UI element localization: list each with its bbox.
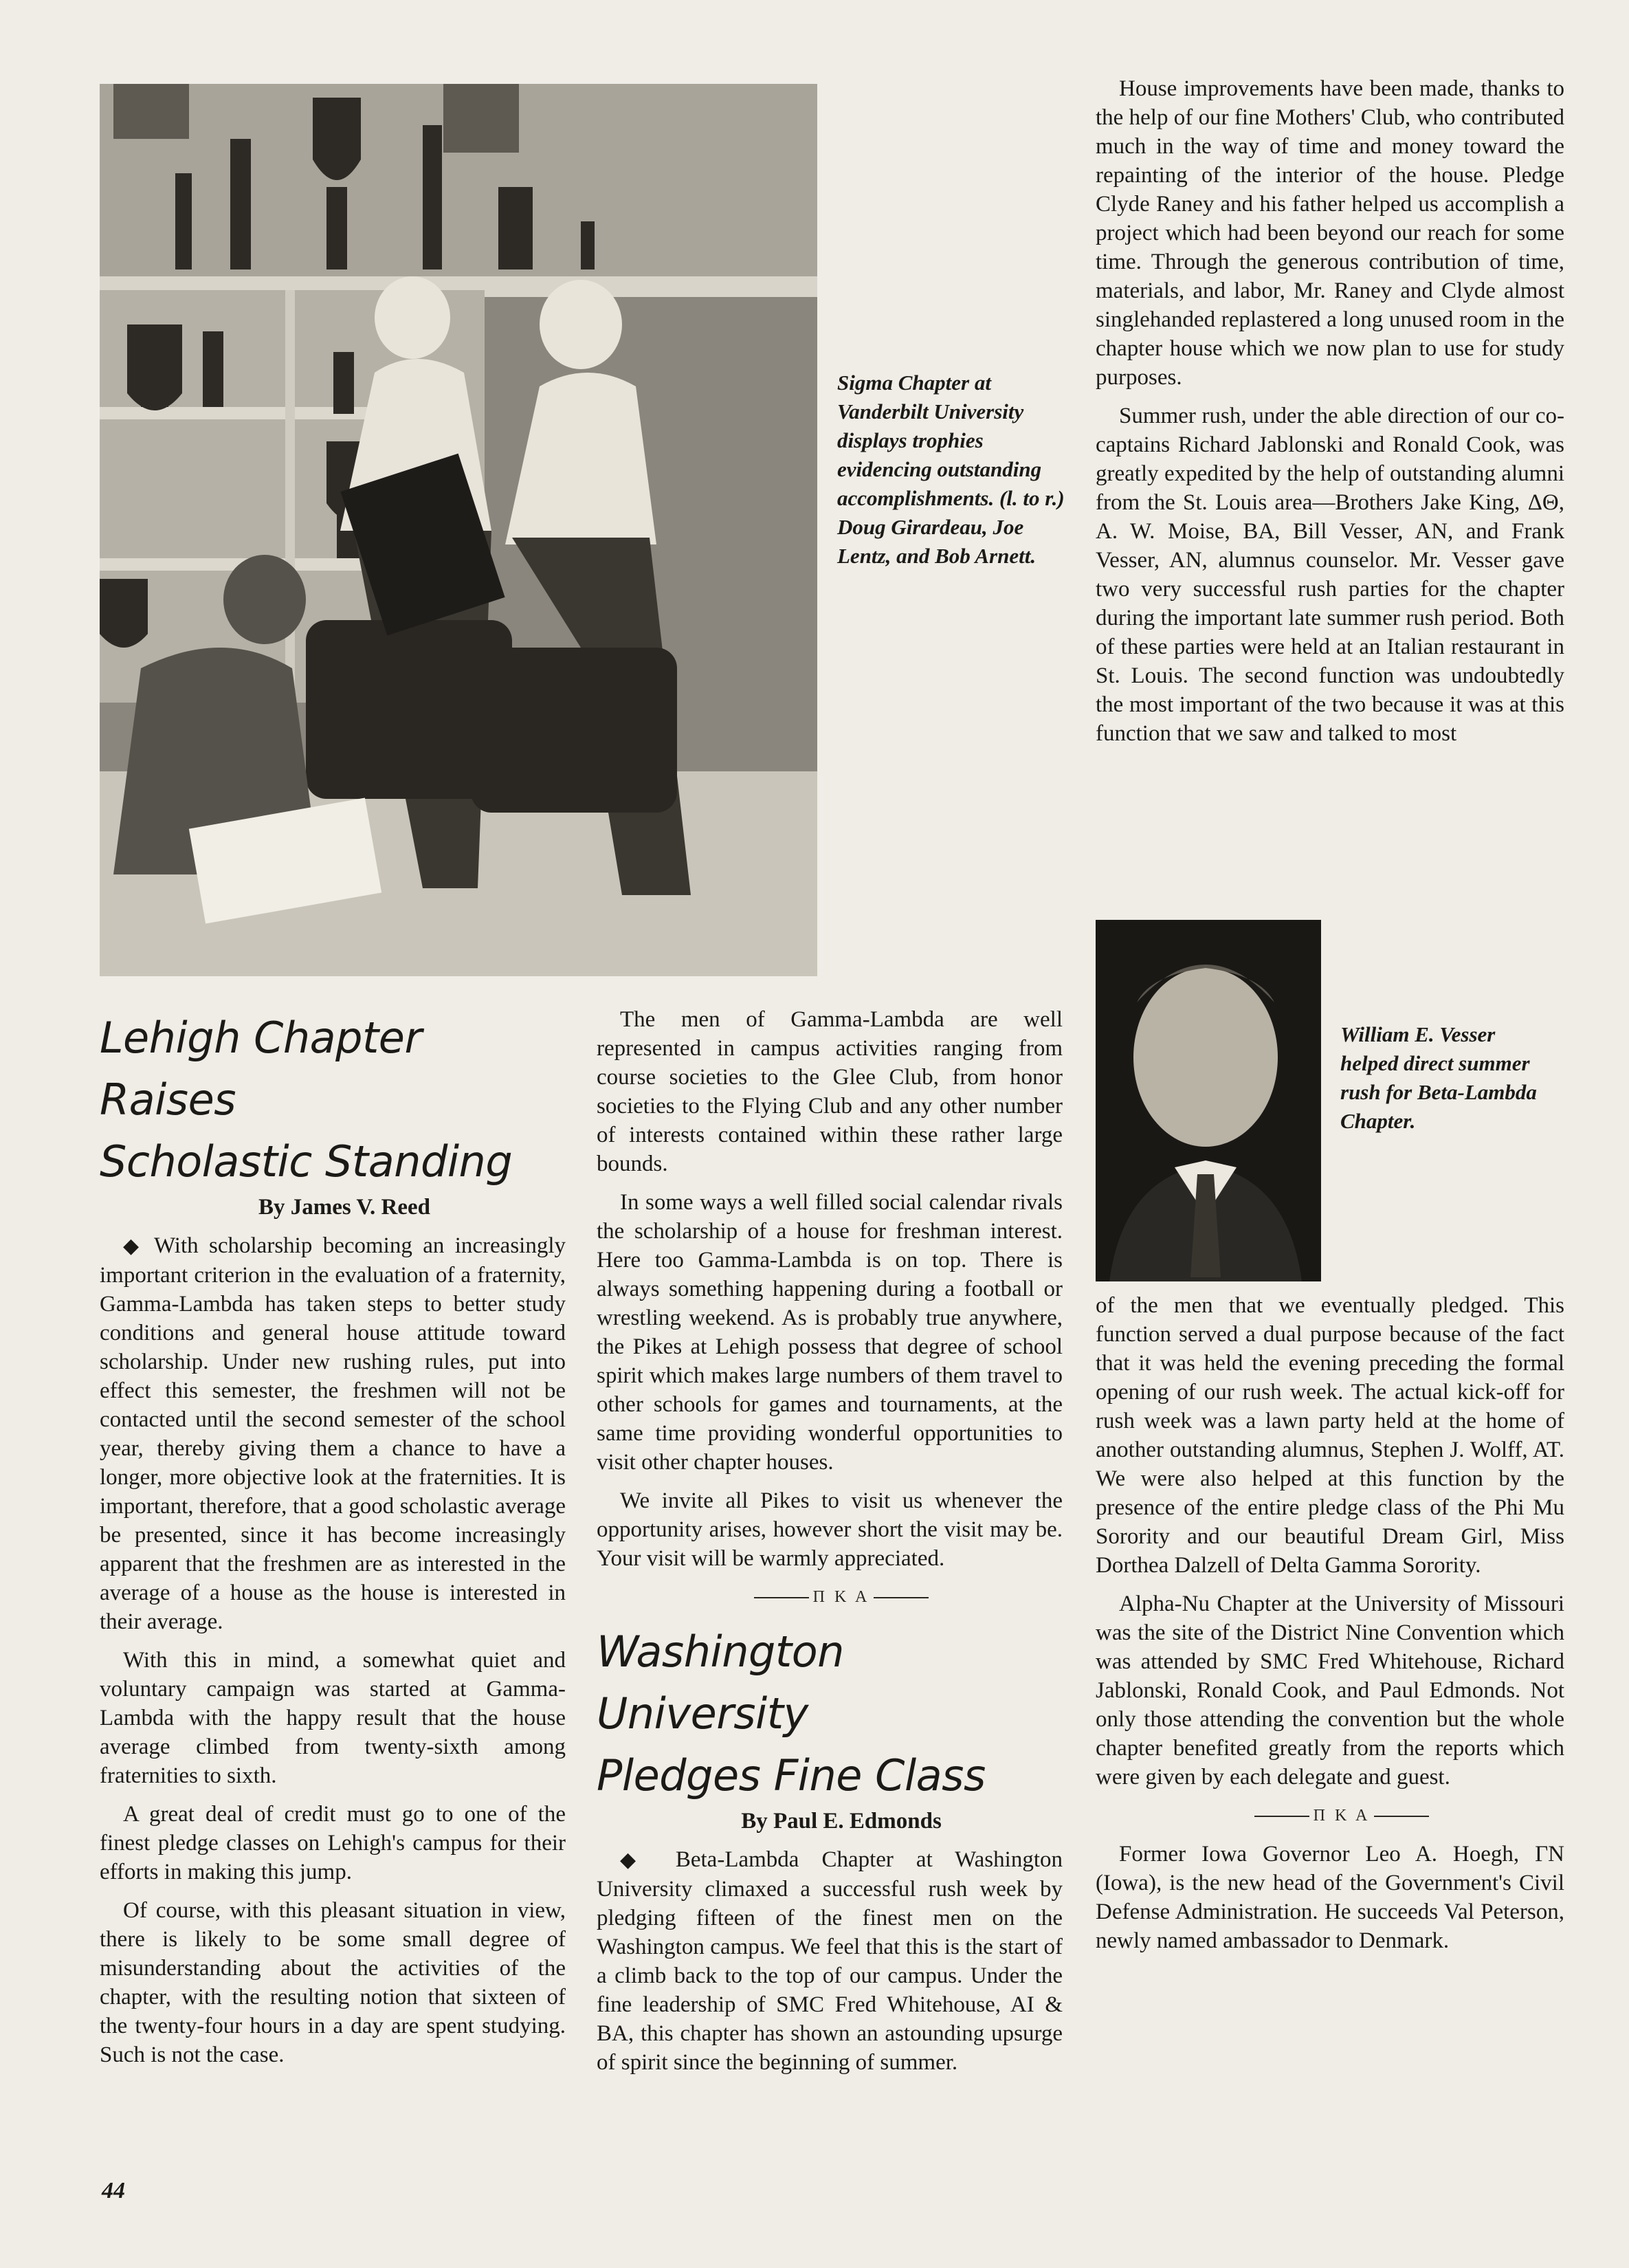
washington-paragraph-2: House improvements have been made, thanks to the help of our fine Mothers' Club, who contributed much in the way of time and money toward the repainting of the interior of the house. Pledge Clyde Raney and his father helped us accomplish a project which had been beyond our reach for some time. Through the generous contribution of time, materials, and labor, Mr. Raney and Clyde almost singlehanded replastered a long unused room in the chapter house which we now plan to use for study purposes. [1096,76,1564,390]
portrait-caption-text: William E. Vesser helped direct summer rush for Beta-Lambda Chapter. [1340,1022,1537,1133]
lehigh-byline: By James V. Reed [258,1195,430,1220]
lehigh-paragraph-1 [100,1231,566,1636]
section-separator-2 [1096,1801,1564,1830]
lehigh-paragraph-7: We invite all Pikes to visit us whenever the opportunity arises, however short the visit may be. Your visit will be warmly appreciated. [597,1488,1063,1571]
news-brief: Former Iowa Governor Leo A. Hoegh, ΓN (Iowa), is the new head of the Government's Civil Defense Administration. He succeeds Val Peterson, newly named ambassador to Denmark. [1096,1842,1564,1953]
washington-paragraph-5: Alpha-Nu Chapter at the University of Missouri was the site of the District Nine Convention which was attended by SMC Fred Whitehouse, Richard Jablonski, Ronald Cook, and Paul Edmonds. Not only those attending the convention but the whole chapter benefited greatly from the reports which were given by each delegate and guest. [1096,1592,1564,1790]
lehigh-paragraph-2: With this in mind, a somewhat quiet and voluntary campaign was started at Gamma-Lambda with the happy result that the house average climbed from twenty-sixth among fraternities to sixth. [100,1648,566,1788]
lehigh-paragraph-6: In some ways a well filled social calendar rivals the scholarship of a house for freshman interest. Here too Gamma-Lambda is on top. There is always something happening during a football or wrestling weekend. As is probably true anywhere, the Pikes at Lehigh possess that degree of school spirit which makes large numbers of them travel to other schools for games and tournaments, at the same time providing wonderful opportunities to visit other chapter houses. [597,1190,1063,1475]
portrait-caption [1340,1020,1547,1136]
lehigh-paragraph-5: The men of Gamma-Lambda are well represented in campus activities ranging from course societies to the Glee Club, from honor societies to the Flying Club and any other number of interests contained within these rather large bounds. [597,1007,1063,1176]
lehigh-paragraph-4: Of course, with this pleasant situation in view, there is likely to be some small degree of misunderstanding about the activities of the chapter, with the resulting notion that sixteen of the twenty-four hours in a day are spent studying. Such is not the case. [100,1898,566,2067]
lehigh-headline-line1: Lehigh Chapter Raises [100,1013,422,1125]
column-3-bottom [1096,1291,1564,1965]
separator-text: Π K A [812,1588,870,1606]
column-2 [597,1005,1063,2087]
section-separator [597,1583,1063,1611]
washington-headline [597,1621,1063,1807]
column-3-top [1096,74,1564,758]
washington-paragraph-3: Summer rush, under the able direction of our co-captains Richard Jablonski and Ronald Cook, was greatly expedited by the help of outstanding alumni from the St. Louis area—Brothers Jake King, ΔΘ, A. W. Moise, BA, Bill Vesser, AN, and Frank Vesser, AN, alumnus counselor. Mr. Vesser gave two very successful rush parties for the chapter during the important late summer rush period. Both of these parties were held at an Italian restaurant in St. Louis. The second function was undoubtedly the most important of the two because it was at this function that we saw and talked to most [1096,404,1564,746]
diamond-bullet-icon: ◆ [620,1849,653,1871]
lehigh-headline [100,1007,566,1193]
diamond-bullet-icon: ◆ [123,1235,144,1257]
portrait-photo [1096,920,1321,1281]
portrait-illustration [1096,920,1321,1281]
separator-text-2: Π K A [1313,1807,1371,1825]
page-number: 44 [102,2178,125,2203]
lehigh-paragraph-3: A great deal of credit must go to one of the finest pledge classes on Lehigh's campus for their efforts in making this jump. [100,1802,566,1884]
trophy-room-illustration [100,84,817,976]
trophy-photo-caption [837,368,1071,571]
lehigh-headline-line2: Scholastic Standing [100,1136,513,1187]
washington-paragraph-1-text: Beta-Lambda Chapter at Washington University climaxed a successful rush week by pledging fifteen of the finest men on the Washington campus. We feel that this is the start of a climb back to the top of our campus. Under the fine leadership of SMC Fred Whitehouse, AI & BA, this chapter has shown an astounding upsurge of spirit since the beginning of summer. [597,1847,1063,2075]
trophy-caption-text: Sigma Chapter at Vanderbilt University displays trophies evidencing outstanding accomplishments. (l. to r.) Doug Girardeau, Joe Lentz, and Bob Arnett. [837,371,1065,568]
washington-headline-line2: Pledges Fine Class [597,1750,986,1801]
washington-byline: By Paul E. Edmonds [741,1809,942,1834]
washington-paragraph-1 [597,1845,1063,2077]
washington-headline-line1: Washington University [597,1627,844,1739]
column-1 [100,1007,566,2079]
trophy-room-photo [100,84,817,976]
lehigh-paragraph-1-text: With scholarship becoming an increasingly important criterion in the evaluation of a fraternity, Gamma-Lambda has taken steps to better study conditions and general house attitude toward scholarship. Under new rushing rules, put into effect this semester, the freshmen will not be contacted until the second semester of the school year, thereby giving them a chance to have a longer, more objective look at the fraternities. It is important, therefore, that a good scholastic average be presented, since it has become increasingly apparent that the freshmen are as interested in the average of a house as the house is interested in their average. [100,1233,566,1634]
washington-paragraph-4: of the men that we eventually pledged. This function served a dual purpose because of the fact that it was held the evening preceding the formal opening of our rush week. The actual kick-off for rush week was a lawn party held at the home of another outstanding alumnus, Stephen J. Wolff, AT. We were also helped at this function by the presence of the entire pledge class of the Phi Mu Sorority and our beautiful Dream Girl, Miss Dorthea Dalzell of Delta Gamma Sorority. [1096,1293,1564,1578]
